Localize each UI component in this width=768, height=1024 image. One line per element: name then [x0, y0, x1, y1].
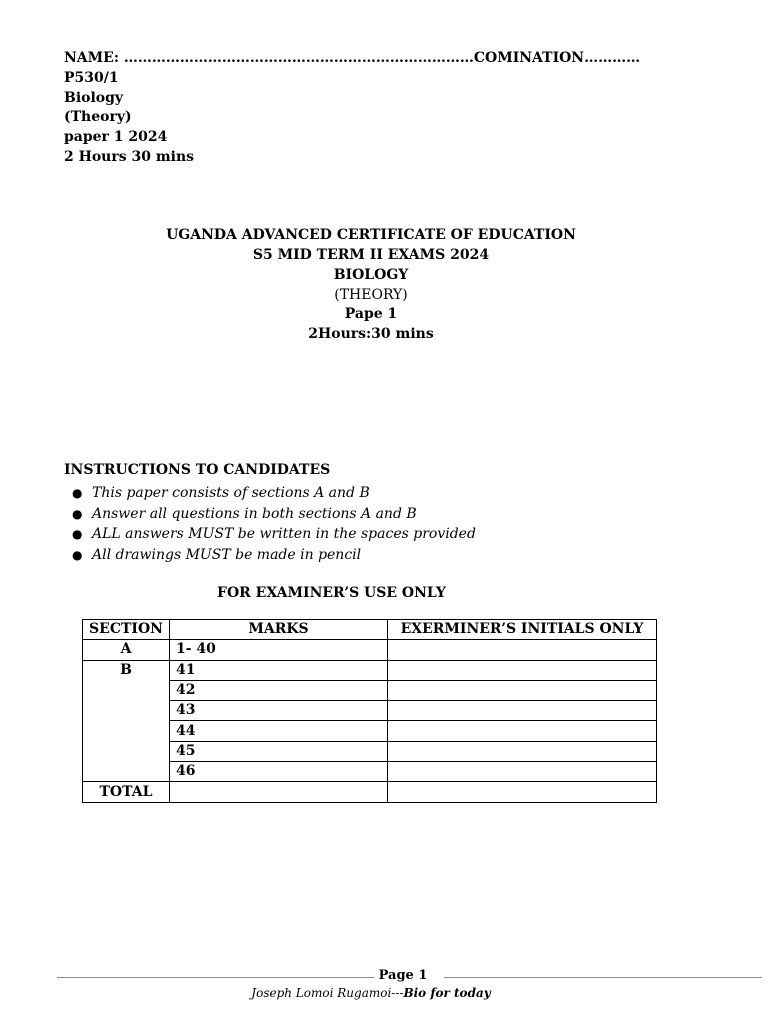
paper-type: (Theory)	[64, 109, 132, 125]
page-number: Page 1	[378, 968, 428, 983]
table-total-row	[83, 782, 657, 802]
initials-cell[interactable]	[388, 721, 657, 741]
marks-cell: 45	[170, 741, 388, 761]
total-marks-cell[interactable]	[170, 782, 388, 802]
initials-cell[interactable]	[388, 640, 657, 660]
marks-cell: 42	[170, 680, 388, 700]
exam-type: (THEORY)	[334, 287, 408, 303]
exam-duration: 2Hours:30 mins	[308, 326, 434, 342]
table-row	[83, 640, 657, 660]
initials-cell[interactable]	[388, 762, 657, 782]
instruction-item: ● Answer all questions in both sections A and B	[72, 504, 476, 525]
section-b-cell: B	[83, 660, 170, 782]
exam-subject: BIOLOGY	[333, 267, 409, 283]
exam-board: UGANDA ADVANCED CERTIFICATE OF EDUCATION	[166, 227, 576, 243]
bullet-icon: ●	[72, 486, 83, 500]
footer-author: Joseph Lomoi Rugamoi---Bio for today	[251, 986, 491, 1000]
footer-tagline: Bio for today	[403, 986, 491, 1000]
marks-cell: 41	[170, 660, 388, 680]
instructions-list	[72, 483, 476, 566]
marks-cell: 46	[170, 762, 388, 782]
instruction-item: ● All drawings MUST be made in pencil	[72, 545, 476, 566]
paper-number: paper 1 2024	[64, 129, 168, 145]
examiner-table	[82, 619, 657, 803]
exam-name: S5 MID TERM II EXAMS 2024	[252, 247, 490, 263]
table-row	[83, 660, 657, 680]
examiner-heading: FOR EXAMINER’S USE ONLY	[217, 585, 446, 601]
instruction-item: ● This paper consists of sections A and B	[72, 483, 476, 504]
column-header-section: SECTION	[83, 620, 170, 640]
exam-paper: Pape 1	[344, 306, 398, 322]
bullet-icon: ●	[72, 527, 83, 542]
total-initials-cell[interactable]	[388, 782, 657, 802]
marks-cell: 1- 40	[170, 640, 388, 660]
duration: 2 Hours 30 mins	[64, 149, 195, 165]
total-label: TOTAL	[83, 782, 170, 802]
initials-cell[interactable]	[388, 680, 657, 700]
table-row	[83, 701, 657, 721]
column-header-initials: EXERMINER’S INITIALS ONLY	[388, 620, 657, 640]
marks-cell: 43	[170, 701, 388, 721]
table-row	[83, 680, 657, 700]
section-a-cell: A	[83, 640, 170, 660]
instruction-item: ● ALL answers MUST be written in the spaces provided	[72, 524, 476, 545]
name-combination-line: NAME: …………………………………………………………………COMINATION…………	[64, 50, 641, 66]
column-header-marks: MARKS	[170, 620, 388, 640]
bullet-icon: ●	[72, 548, 83, 563]
marks-cell: 44	[170, 721, 388, 741]
instructions-heading: INSTRUCTIONS TO CANDIDATES	[64, 462, 331, 478]
table-row	[83, 741, 657, 761]
initials-cell[interactable]	[388, 701, 657, 721]
initials-cell[interactable]	[388, 741, 657, 761]
paper-code: P530/1	[64, 70, 119, 86]
table-header-row	[83, 620, 657, 640]
table-row	[83, 721, 657, 741]
subject: Biology	[64, 90, 124, 106]
table-row	[83, 762, 657, 782]
initials-cell[interactable]	[388, 660, 657, 680]
bullet-icon: ●	[72, 506, 83, 521]
